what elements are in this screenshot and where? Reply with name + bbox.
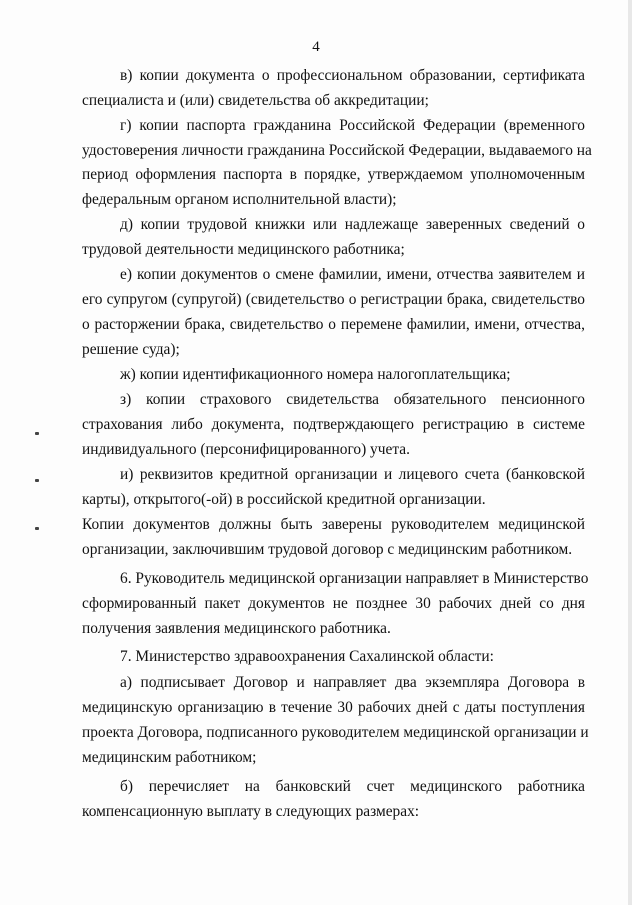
text-line: получения заявления медицинского работника. xyxy=(82,620,391,637)
text-line: медицинскую организацию в течение 30 рабочих дней с даты поступления xyxy=(82,699,585,716)
scan-speck xyxy=(35,527,39,530)
scan-speck xyxy=(35,479,39,482)
text-line: удостоверения личности гражданина Российской Федерации, выдаваемого на xyxy=(82,142,592,159)
text-line: е) копии документов о смене фамилии, имени, отчества заявителем и xyxy=(120,266,585,283)
text-line: трудовой деятельности медицинского работника; xyxy=(82,241,405,258)
text-line: 7. Министерство здравоохранения Сахалинской области: xyxy=(120,648,494,665)
text-line: специалиста и (или) свидетельства об аккредитации; xyxy=(82,92,429,109)
text-line: компенсационную выплату в следующих размерах: xyxy=(82,803,420,820)
text-line: г) копии паспорта гражданина Российской Федерации (временного xyxy=(120,117,585,134)
text-line: страхования либо документа, подтверждающего регистрацию в системе xyxy=(82,416,585,433)
text-line: ж) копии идентификационного номера налогоплательщика; xyxy=(120,366,511,383)
page-number: 4 xyxy=(312,39,320,55)
text-line: и) реквизитов кредитной организации и лицевого счета (банковской xyxy=(120,466,585,483)
text-line: период оформления паспорта в порядке, утверждаемом уполномоченным xyxy=(82,166,585,183)
text-line: а) подписывает Договор и направляет два экземпляра Договора в xyxy=(120,674,585,691)
text-line: 6. Руководитель медицинской организации направляет в Министерство xyxy=(120,570,589,587)
text-line: индивидуального (персонифицированного) учета. xyxy=(82,441,410,458)
text-line: з) копии страхового свидетельства обязательного пенсионного xyxy=(120,391,585,408)
text-line: проекта Договора, подписанного руководителем медицинской организации и xyxy=(82,724,589,741)
text-line: федеральным органом исполнительной власти); xyxy=(82,191,397,208)
scan-speck xyxy=(35,432,39,435)
text-line: о расторжении брака, свидетельство о перемене фамилии, имени, отчества, xyxy=(82,316,585,333)
text-line: д) копии трудовой книжки или надлежаще заверенных сведений о xyxy=(120,216,585,233)
text-line: б) перечисляет на банковский счет медицинского работника xyxy=(120,778,585,795)
page-edge-shadow xyxy=(628,0,632,905)
text-line: медицинским работником; xyxy=(82,749,257,766)
text-line: его супругом (супругой) (свидетельство о регистрации брака, свидетельство xyxy=(82,291,585,308)
text-line: организации, заключившим трудовой договор с медицинским работником. xyxy=(82,541,573,558)
text-line: карты), открытого(-ой) в российской кредитной организации. xyxy=(82,491,486,508)
text-line: решение суда); xyxy=(82,341,180,358)
text-line: в) копии документа о профессиональном образовании, сертификата xyxy=(120,67,585,84)
text-line: Копии документов должны быть заверены руководителем медицинской xyxy=(82,516,585,533)
text-line: сформированный пакет документов не позднее 30 рабочих дней со дня xyxy=(82,595,585,612)
